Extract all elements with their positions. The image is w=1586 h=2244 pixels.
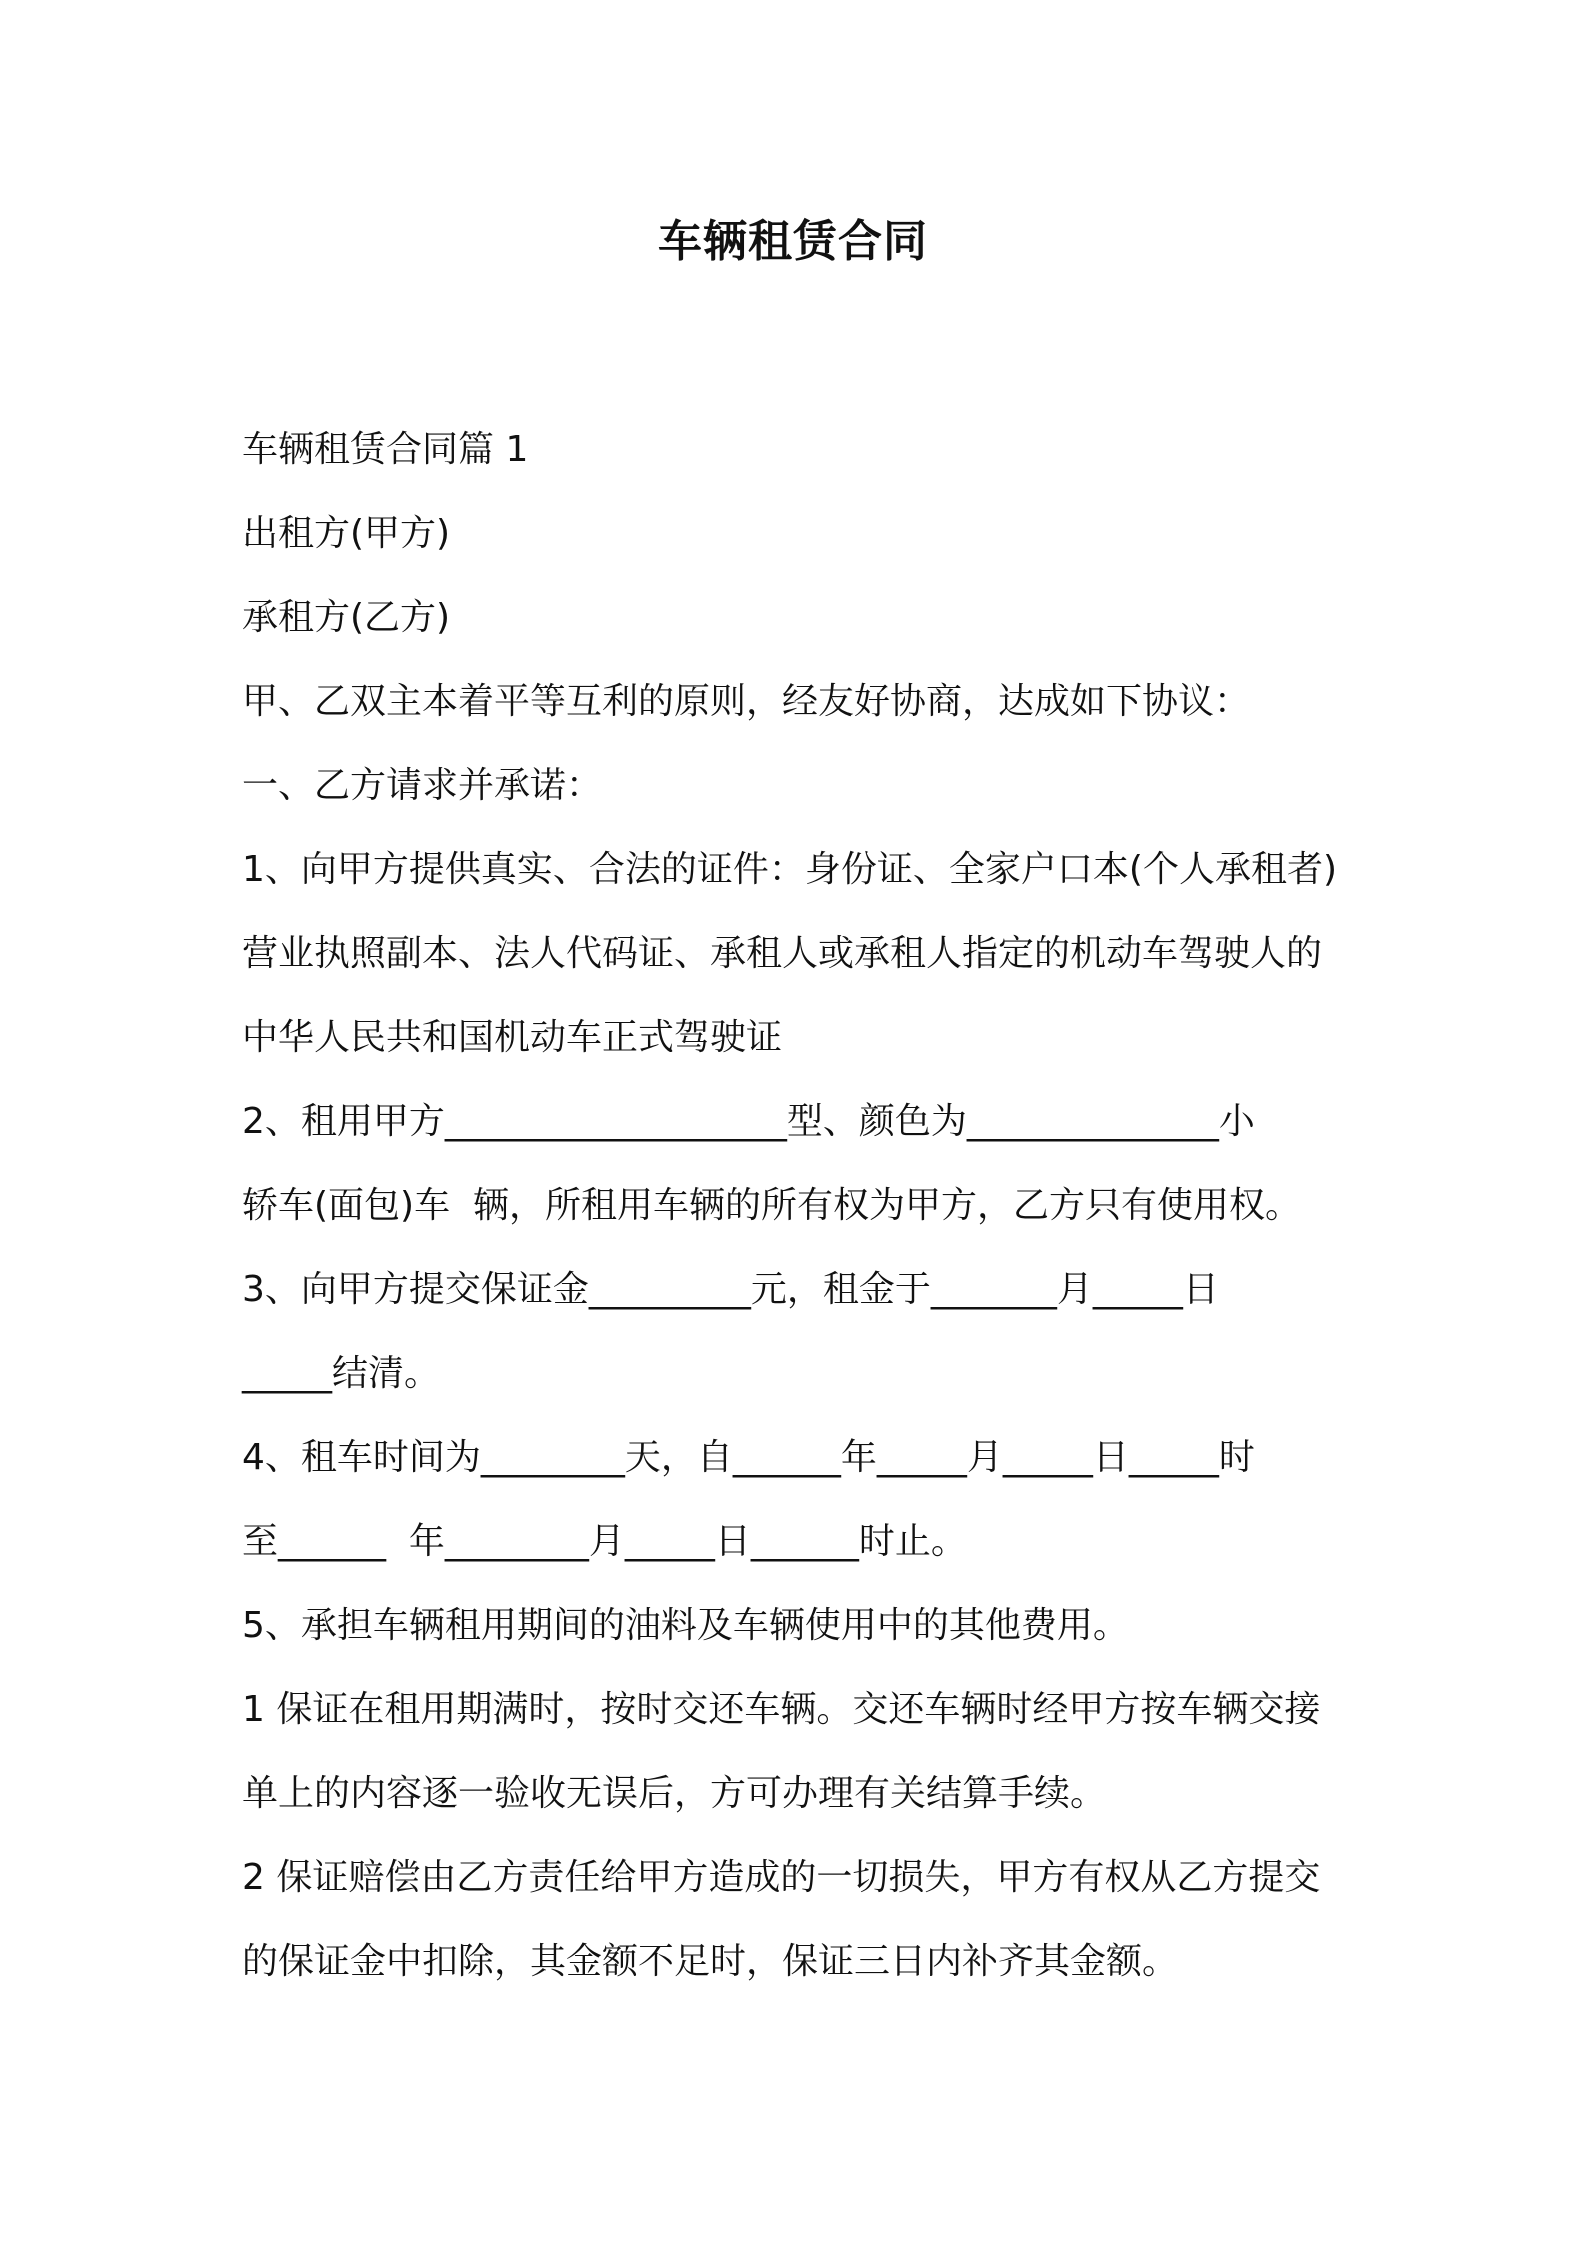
clause-line: 轿车(面包)车 辆，所租用车辆的所有权为甲方，乙方只有使用权。 (242, 1185, 1301, 1226)
clause-line: 3、向甲方提交保证金_________元，租金于_______月_____日 (242, 1269, 1219, 1310)
clause-line: 单上的内容逐一验收无误后，方可办理有关结算手续。 (242, 1773, 1107, 1814)
party-lessee-line: 承租方(乙方) (242, 597, 451, 638)
clause-line: 1 保证在租用期满时，按时交还车辆。交还车辆时经甲方按车辆交接 (242, 1689, 1321, 1730)
clause-line: 2、租用甲方___________________型、颜色为______________小 (242, 1101, 1255, 1142)
clause-line: 4、租车时间为________天，自______年_____月_____日_____时 (242, 1437, 1255, 1478)
clause-line: 1、向甲方提供真实、合法的证件：身份证、全家户口本(个人承租者) (242, 849, 1337, 890)
clause-line: 2 保证赔偿由乙方责任给甲方造成的一切损失，甲方有权从乙方提交 (242, 1857, 1321, 1898)
clause-line: _____结清。 (242, 1353, 441, 1394)
clause-heading-1: 一、乙方请求并承诺： (242, 765, 603, 806)
clause-line: 5、承担车辆租用期间的油料及车辆使用中的其他费用。 (242, 1605, 1129, 1646)
agreement-intro-line: 甲、乙双主本着平等互利的原则，经友好协商，达成如下协议： (242, 681, 1251, 722)
clause-line: 至______ 年________月_____日______时止。 (242, 1521, 967, 1562)
clause-line: 中华人民共和国机动车正式驾驶证 (242, 1017, 783, 1058)
party-lessor-line: 出租方(甲方) (242, 513, 451, 554)
clause-line: 的保证金中扣除，其金额不足时，保证三日内补齐其金额。 (242, 1941, 1179, 1982)
document-body (242, 408, 1362, 2004)
section-heading: 车辆租赁合同篇 1 (242, 429, 529, 470)
clause-line: 营业执照副本、法人代码证、承租人或承租人指定的机动车驾驶人的 (242, 933, 1323, 974)
document-title: 车辆租赁合同 (658, 216, 928, 267)
